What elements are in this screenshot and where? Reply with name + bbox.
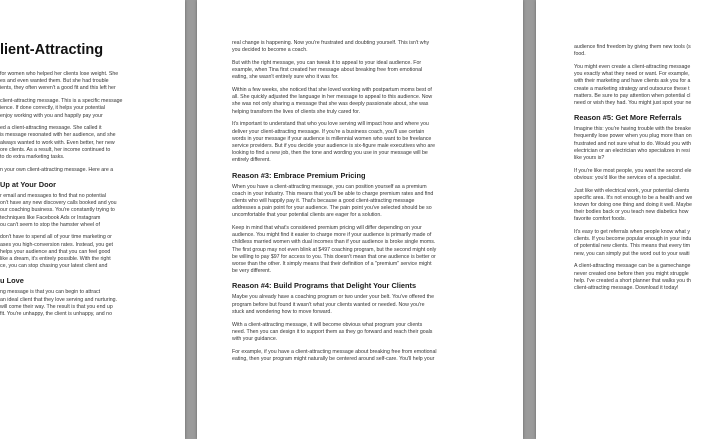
document-page-right [536,0,720,439]
body-paragraph: It's easy to get referrals when people know what y clients. If you become popular enough in your indu of potential new clients. This means that every tim new, you can simply put the word out to your waiti [574,229,692,257]
body-paragraph: It's important to understand that who you love serving will impact how and where you deliver your client-attracting message. If you're a business coach, you'll use certain words in your message if your audience is millennial women who want to be freelance service providers. But if you decide your audience is six-figure male executives who are looking to find a new job, then the tone and wording you use in your message will be entirely different. [232,121,436,164]
body-paragraph: You might even create a client-attracting message you exactly what they need or want. For example, with their marketing and have clients ask you for a create a marketing strategy and outsource these t matters. Be sure to pay attention when potential cl need or wish they had. You might just spot your ne [574,63,692,106]
body-paragraph: client-attracting message. This is a specific message ience. If done correctly, it helps your potential enjoy working with you and happily pay your [0,98,123,119]
body-paragraph: When you have a client-attracting message, you can position yourself as a premium coach in your industry. This means that you'll be able to charge premium rates and find clients who will happily pay it. That's because a good client-attracting message addresses a pain point for your audience. The pain point you've selected should be so uncomfortable that your potential clients are eager for a solution. [232,183,434,219]
body-paragraph: Just like with electrical work, your potential clients specific area. It's not enough to be a health and we known for doing one thing and doing it well. Maybe their bodies back or you teach new diabetics how favorite comfort foods. [574,187,693,223]
body-paragraph: If you're like most people, you want the second ele obvious: you'd like the services of a specialist. [574,167,692,181]
body-paragraph: Within a few weeks, she noticed that she loved working with postpartum moms best of all. She quickly adjusted the language in her message to appeal to this audience. Now she was not only sharing a message that she was deeply passionate about, she was helping transform the lives of clients she truly cared for. [232,87,433,115]
body-paragraph: Keep in mind that what's considered premium pricing will differ depending on your audience. You might find it easier to charge more if your audience is primarily made of childless married women with dual incomes than if your audience is broke single moms. The first group may not even blink at $497 coaching program, but the second might only be willing to pay $97 for access to you. This doesn't mean that one audience is better or worse than the other. It simply means that their definition of a "premium" service might be very different. [232,225,437,275]
section-heading: Reason #4: Build Programs that Delight Your Clients [232,281,417,291]
section-heading: Up at Your Door [0,179,56,189]
section-heading: Reason #3: Embrace Premium Pricing [232,170,366,180]
page-content [574,44,720,298]
body-paragraph: A client-attracting message can be a gamechange never created one before then you might struggle help. I've created a short planner that walks you th client-attracting message. Download it today! [574,263,691,291]
section-heading: u Love [0,276,24,286]
body-paragraph: Maybe you already have a coaching program or two under your belt. You've offered the program before but found it wasn't what your clients wanted or needed. Now you're stuck and wondering how to move forward. [232,294,434,315]
page-content [0,42,185,324]
body-paragraph: Imagine this: you're having trouble with the breake frequently lose power when you plug more than on frustrated and not sure what to do. Would you with electrician or an electrician who specializes in resi like yours is? [574,126,692,161]
body-paragraph: don't have to spend all of your time marketing or ases you high-conversion rates. Instead, you get helps your audience and that you can feel good like a dream, it's entirely possible. With the right ce, you can stop chasing your latest client and [0,234,113,270]
body-paragraph: audience find freedom by giving them new tools (s food. [574,44,691,58]
section-heading: Reason #5: Get More Referrals [574,113,682,123]
document-page-left [0,0,185,439]
body-paragraph: For example, if you have a client-attracting message about breaking free from emotional eating, then your program might naturally be centered around self-care. You'll help your [232,348,437,362]
body-paragraph: ng message is that you can begin to attract an ideal client that they love serving and nurturing. will come their way. The result is that you end up fit. You're unhappy, the client is unhappy, and no [0,289,118,318]
body-paragraph: But with the right message, you can tweak it to appeal to your ideal audience. For example, when Tina first created her message about breaking free from emotional eating, she wasn't entirely sure who it was for. [232,59,423,81]
body-paragraph: n your own client-attracting message. Here are a [0,166,114,173]
document-title: lient-Attracting [0,42,104,58]
body-paragraph: for women who helped her clients lose weight. She es and even wanted them. But she had trouble ients, they often weren't a good fit and this left her [0,71,119,92]
body-paragraph: real change is happening. Now you're frustrated and doubting yourself. This isn't why you decided to become a coach. [232,40,430,54]
page-content [232,40,497,369]
body-paragraph: ed a client-attracting message. She called it is message resonated with her audience, and she always wanted to work with. Even better, her new ore clients. As a result, her income continued to to do extra marketing tasks. [0,125,116,161]
body-paragraph: With a client-attracting message, it will become obvious what program your clients need. Then you can design it to support them as they go forward and reach their goals with your guidance. [232,321,433,342]
document-page-middle [197,0,523,439]
body-paragraph: r email and messages to find that no potential on't have any new discovery calls booked and you our coaching business. You're constantly trying to techniques like Facebook Ads or Instagram ou can't seem to stop the hamster wheel of [0,192,117,228]
